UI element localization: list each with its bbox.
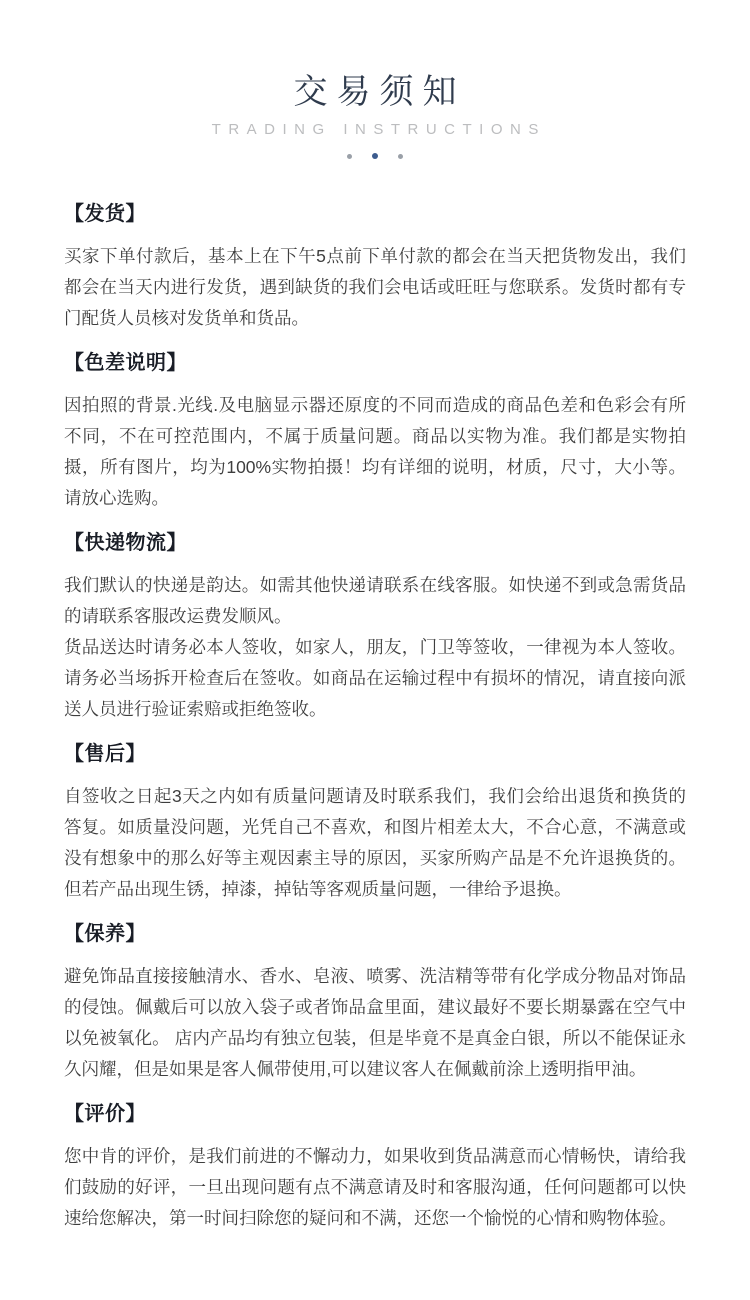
policy-section [64, 349, 686, 514]
policy-section [64, 529, 686, 725]
section-heading: 【色差说明】 [64, 352, 187, 374]
section-paragraph: 买家下单付款后，基本上在下午5点前下单付款的都会在当天把货物发出，我们都会在当天内进行发货，遇到缺货的我们会电话或旺旺与您联系。发货时都有专门配货人员核对发货单和货品。 [64, 246, 686, 328]
policy-section [64, 740, 686, 905]
section-paragraph: 您中肯的评价，是我们前进的不懈动力，如果收到货品满意而心情畅快，请给我们鼓励的好评，一旦出现问题有点不满意请及时和客服沟通，任何问题都可以快速给您解决，第一时间扫除您的疑问和不满，还您一个愉悦的心情和购物体验。 [64, 1146, 686, 1228]
page-subtitle: TRADING INSTRUCTIONS [211, 121, 546, 138]
section-paragraph: 因拍照的背景.光线.及电脑显示器还原度的不同而造成的商品色差和色彩会有所不同，不在可控范围内，不属于质量问题。商品以实物为准。我们都是实物拍摄，所有图片，均为100%实物拍摄！均有详细的说明，材质，尺寸，大小等。请放心选购。 [64, 395, 686, 508]
section-heading: 【发货】 [64, 203, 146, 225]
divider-dots [0, 152, 750, 160]
section-paragraph: 我们默认的快递是韵达。如需其他快递请联系在线客服。如快递不到或急需货品的请联系客服改运费发顺风。 [64, 575, 686, 626]
page-title: 交易须知 [293, 73, 466, 111]
policy-section [64, 920, 686, 1085]
policy-section [64, 1100, 686, 1234]
divider-dot-icon [398, 154, 403, 159]
section-heading: 【快递物流】 [64, 532, 187, 554]
divider-dot-icon [347, 154, 352, 159]
section-paragraph: 避免饰品直接接触清水、香水、皂液、喷雾、洗洁精等带有化学成分物品对饰品的侵蚀。佩戴后可以放入袋子或者饰品盒里面，建议最好不要长期暴露在空气中以免被氧化。 店内产品均有独立包装，但是毕竟不是真金白银，所以不能保证永久闪耀，但是如果是客人佩带使用,可以建议客人在佩戴前涂上透明指甲油。 [64, 966, 686, 1079]
policy-section [64, 200, 686, 334]
section-heading: 【评价】 [64, 1103, 146, 1125]
section-paragraph: 货品送达时请务必本人签收，如家人，朋友，门卫等签收，一律视为本人签收。请务必当场拆开检查后在签收。如商品在运输过程中有损坏的情况，请直接向派送人员进行验证索赔或拒绝签收。 [64, 637, 686, 719]
section-heading: 【售后】 [64, 743, 146, 765]
section-heading: 【保养】 [64, 923, 146, 945]
title-block [0, 0, 750, 160]
section-paragraph: 自签收之日起3天之内如有质量问题请及时联系我们，我们会给出退货和换货的答复。如质量没问题，光凭自己不喜欢，和图片相差太大，不合心意，不满意或没有想象中的那么好等主观因素主导的原因，买家所购产品是不允许退换货的。但若产品出现生锈，掉漆，掉钻等客观质量问题，一律给予退换。 [64, 786, 686, 899]
divider-dot-accent-icon [372, 153, 378, 159]
sections-list [0, 200, 750, 1234]
